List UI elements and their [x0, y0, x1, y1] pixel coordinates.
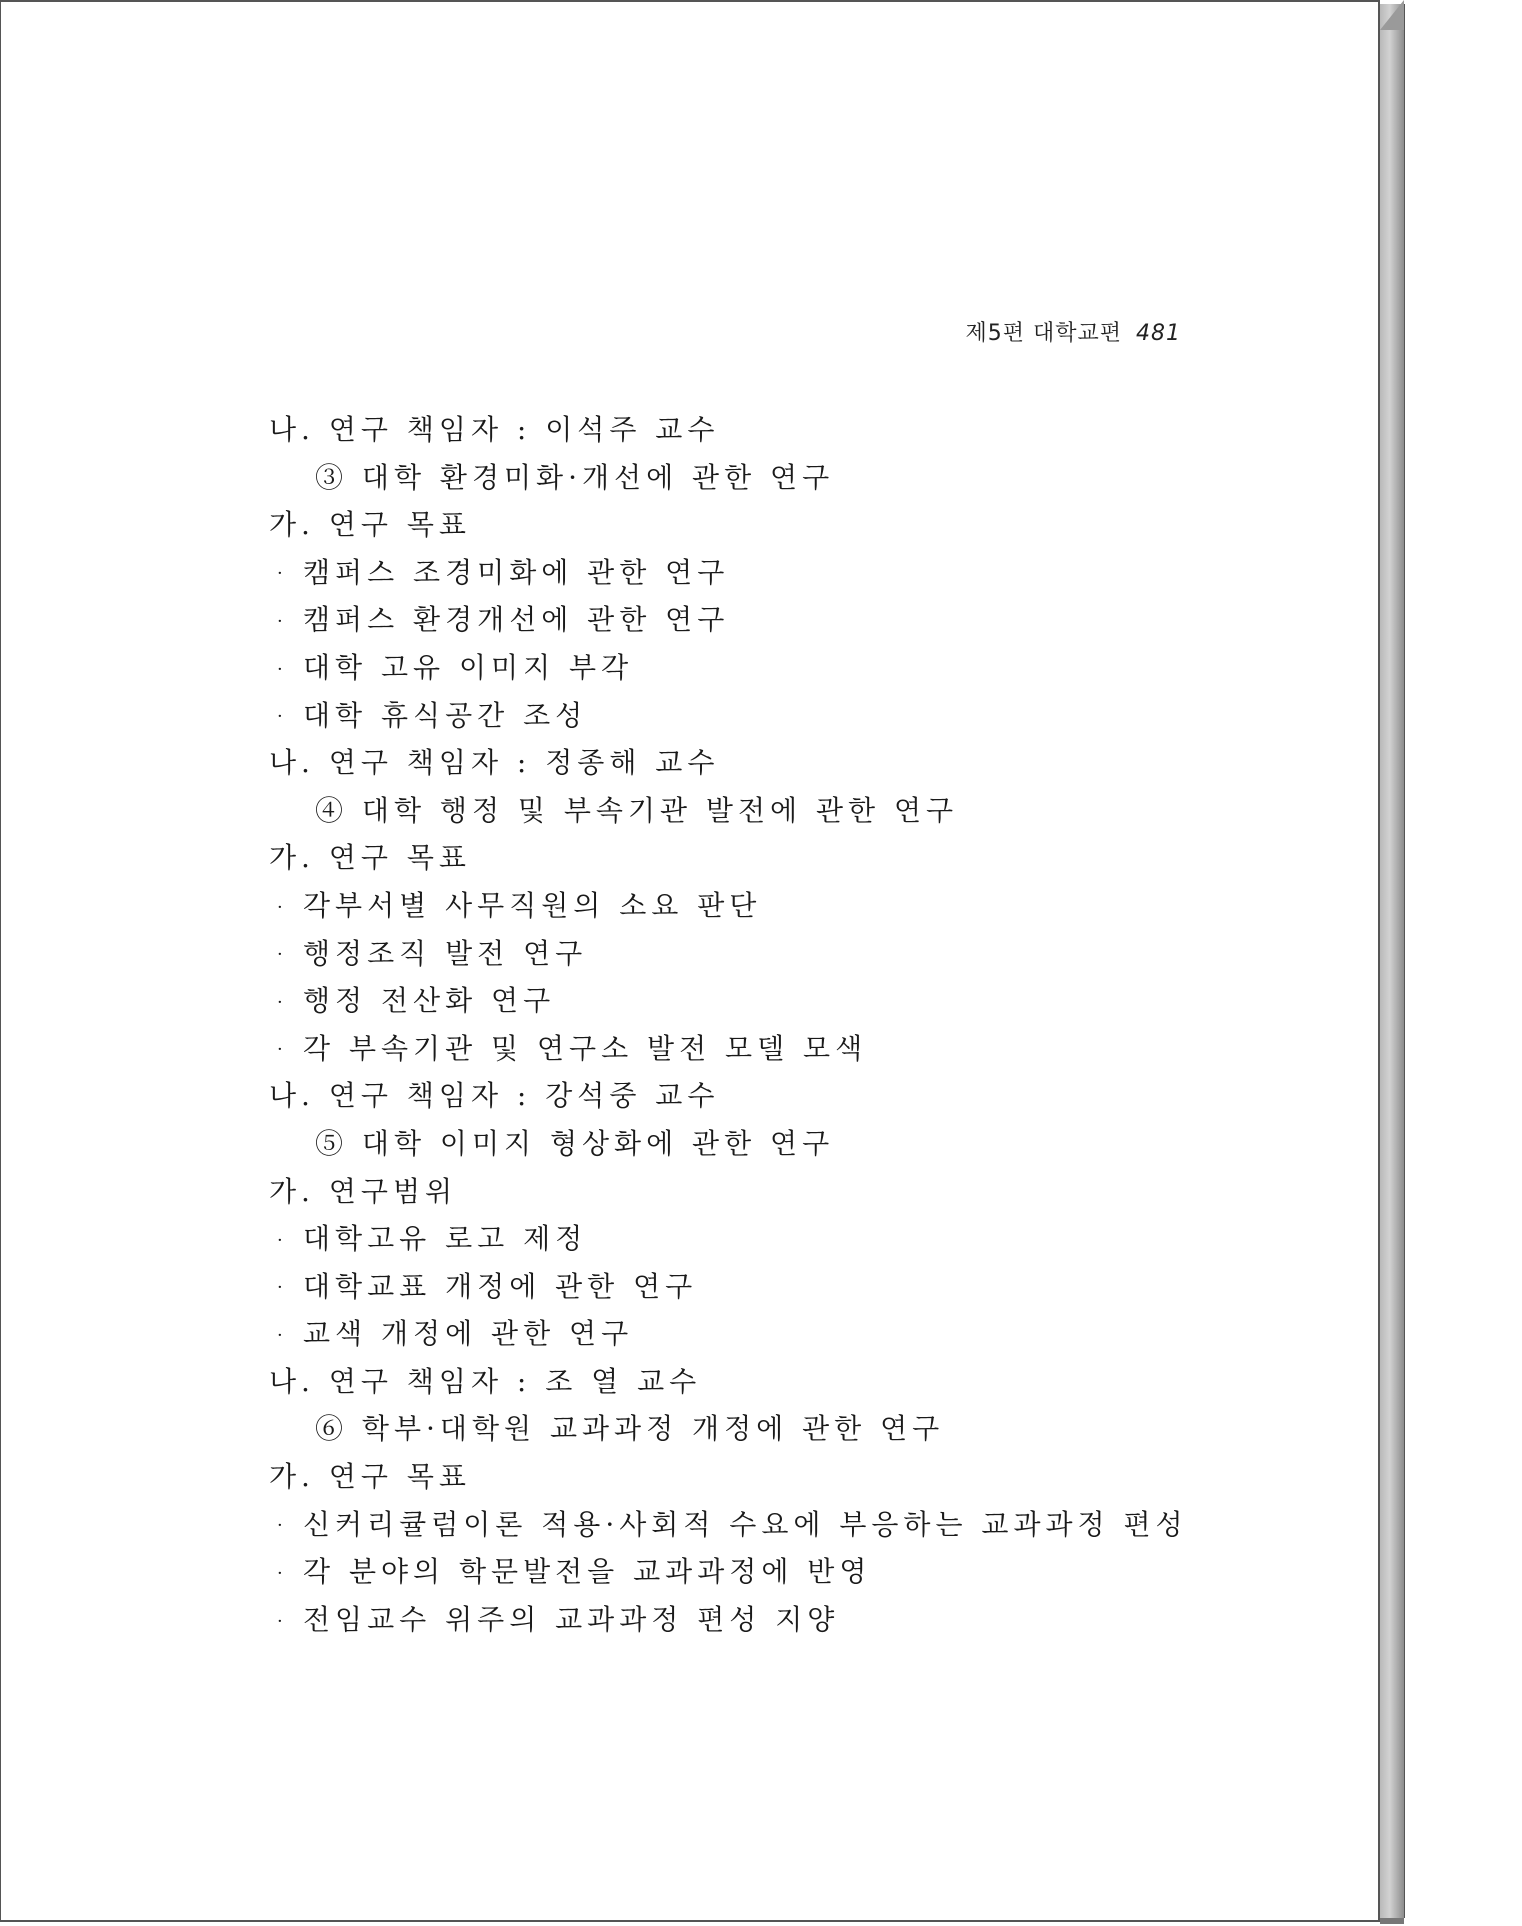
line-text: 나. 연구 책임자 : 정종해 교수 — [269, 746, 720, 780]
page-number: 481 — [1136, 321, 1181, 346]
line-text: 행정 전산화 연구 — [303, 984, 556, 1018]
bullet-dot-icon: · — [277, 896, 288, 918]
bullet-item — [269, 644, 1269, 692]
bullet-item — [269, 549, 1269, 597]
bullet-item — [269, 1215, 1269, 1263]
bullet-dot-icon: · — [277, 563, 288, 585]
bullet-item — [269, 1501, 1269, 1549]
bullet-item — [269, 692, 1269, 740]
bullet-dot-icon: · — [277, 944, 288, 966]
bullet-dot-icon: · — [277, 1039, 288, 1061]
bullet-item — [269, 1596, 1269, 1644]
bullet-dot-icon: · — [277, 1277, 288, 1299]
bullet-item — [269, 1310, 1269, 1358]
line-text: 각 분야의 학문발전을 교과과정에 반영 — [303, 1555, 872, 1589]
bullet-item — [269, 596, 1269, 644]
bullet-dot-icon: · — [277, 706, 288, 728]
bullet-item — [269, 882, 1269, 930]
bullet-dot-icon: · — [277, 658, 288, 680]
line-text: 각부서별 사무직원의 소요 판단 — [303, 888, 762, 922]
bullet-dot-icon: · — [277, 1610, 288, 1632]
line-text: 대학 고유 이미지 부각 — [303, 650, 634, 684]
numbered-subheading — [269, 1120, 1269, 1168]
line-text: 나. 연구 책임자 : 이석주 교수 — [269, 413, 720, 446]
line-text: 가. 연구범위 — [269, 1174, 458, 1208]
bullet-dot-icon: · — [277, 1324, 288, 1346]
document-body — [269, 406, 1269, 1643]
line-text: 가. 연구 목표 — [269, 508, 471, 542]
line-text: 캠퍼스 조경미화에 관한 연구 — [303, 555, 730, 589]
line-text: ③ 대학 환경미화·개선에 관한 연구 — [315, 460, 835, 494]
section-heading — [269, 1453, 1269, 1501]
line-text: 행정조직 발전 연구 — [303, 936, 588, 970]
section-heading — [269, 739, 1269, 787]
section-heading — [269, 1358, 1269, 1406]
line-text: ⑥ 학부·대학원 교과과정 개정에 관한 연구 — [315, 1412, 945, 1446]
section-title: 제5편 대학교편 — [965, 321, 1122, 346]
line-text: ④ 대학 행정 및 부속기관 발전에 관한 연구 — [315, 793, 959, 827]
line-text: 캠퍼스 환경개선에 관한 연구 — [303, 603, 730, 637]
bullet-item — [269, 1025, 1269, 1073]
bullet-item — [269, 1263, 1269, 1311]
page-edge-stack — [1380, 4, 1405, 1918]
bullet-item — [269, 930, 1269, 978]
line-text: ⑤ 대학 이미지 형상화에 관한 연구 — [315, 1126, 835, 1160]
running-header — [901, 316, 1181, 347]
bullet-dot-icon: · — [277, 1229, 288, 1251]
line-text: 나. 연구 책임자 : 강석중 교수 — [269, 1079, 720, 1113]
section-heading — [269, 1168, 1269, 1216]
numbered-subheading — [269, 787, 1269, 835]
bullet-dot-icon: · — [277, 991, 288, 1013]
line-text: 신커리큘럼이론 적용·사회적 수요에 부응하는 교과과정 편성 — [303, 1507, 1188, 1541]
line-text: 전임교수 위주의 교과과정 편성 지양 — [303, 1602, 840, 1636]
bullet-dot-icon: · — [277, 611, 288, 633]
section-heading — [269, 834, 1269, 882]
numbered-subheading — [269, 1405, 1269, 1453]
bullet-dot-icon: · — [277, 1562, 288, 1584]
line-text: 대학고유 로고 제정 — [303, 1222, 588, 1256]
line-text: 나. 연구 책임자 : 조 열 교수 — [269, 1364, 702, 1398]
line-text: 가. 연구 목표 — [269, 841, 471, 875]
line-text: 대학교표 개정에 관한 연구 — [303, 1269, 698, 1303]
bullet-dot-icon: · — [277, 1515, 288, 1537]
section-heading — [269, 406, 1269, 454]
bullet-item — [269, 977, 1269, 1025]
section-heading — [269, 1072, 1269, 1120]
line-text: 각 부속기관 및 연구소 발전 모델 모색 — [303, 1031, 868, 1065]
section-heading — [269, 501, 1269, 549]
line-text: 대학 휴식공간 조성 — [303, 698, 588, 732]
line-text: 교색 개정에 관한 연구 — [303, 1317, 634, 1351]
bullet-item — [269, 1548, 1269, 1596]
line-text: 가. 연구 목표 — [269, 1460, 471, 1494]
numbered-subheading — [269, 454, 1269, 502]
